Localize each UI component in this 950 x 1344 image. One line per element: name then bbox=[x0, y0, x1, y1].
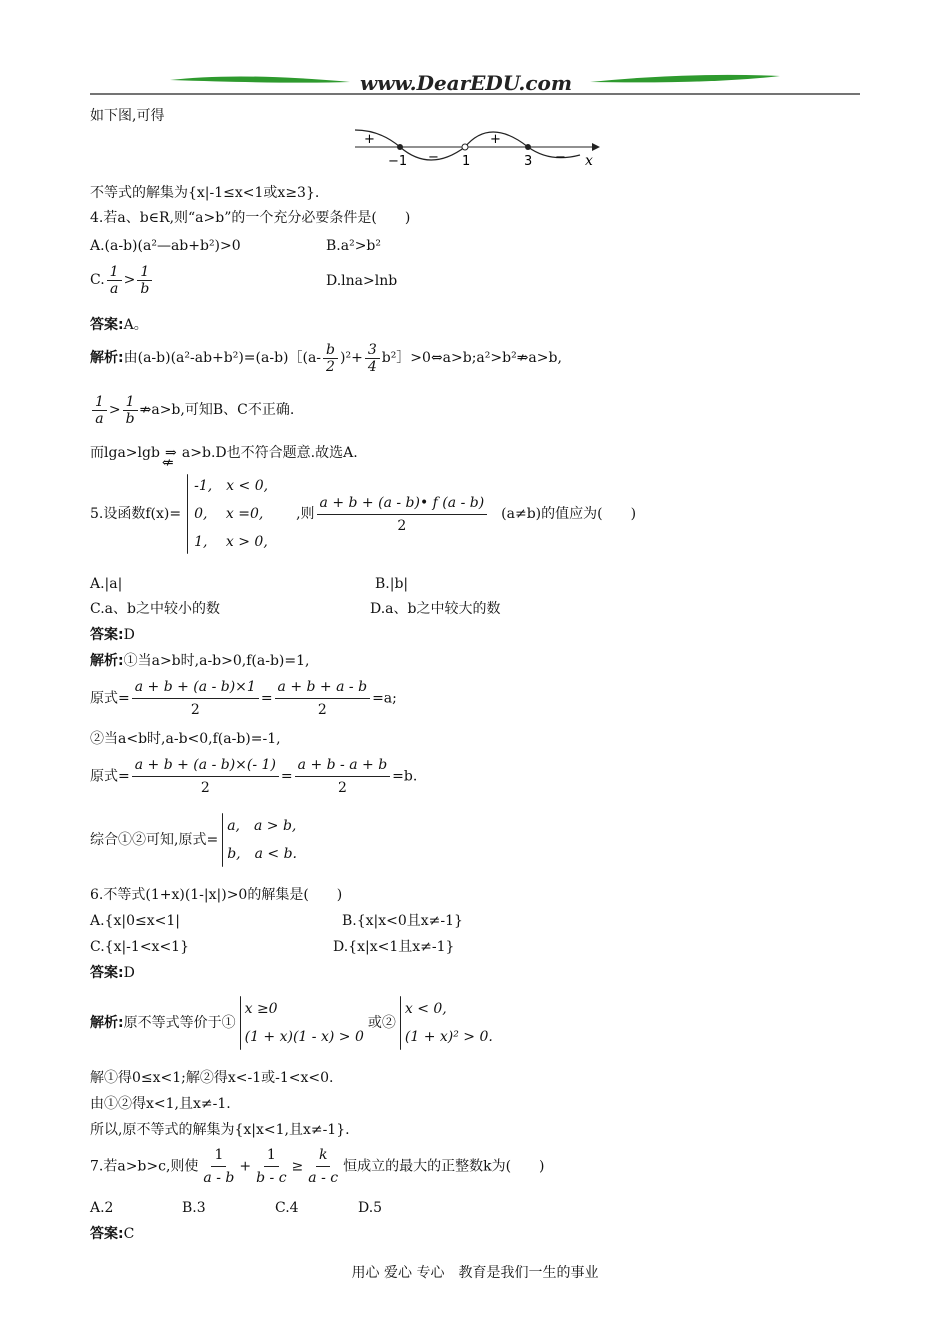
q4-stem: 4.若a、b∈R,则“a>b”的一个充分必要条件是( ) bbox=[90, 210, 411, 226]
q6-option-a: A.{x|0≤x<1| bbox=[90, 913, 180, 929]
figure-label: 3 bbox=[524, 154, 533, 169]
q4-answer: 答案:A。 bbox=[90, 317, 148, 333]
q6-line2: 解①得0≤x<1;解②得x<-1或-1<x<0. bbox=[90, 1070, 334, 1086]
figure-label: + bbox=[490, 132, 501, 147]
q5-analysis-2: 原式= $\frac{a + b + (a - b)\times 1}{2}$ = $\frac{a + b + a - b}{2}$ =a; bbox=[90, 676, 397, 721]
q5-option-c: C.a、b之中较小的数 bbox=[90, 601, 220, 617]
q4-analysis-2: $\frac{1}{a}$ > $\frac{1}{b}$ ⇏a>b,可知B、C不正确. bbox=[90, 392, 294, 428]
q6-option-b: B.{x|x<0且x≠-1} bbox=[342, 913, 463, 929]
q4-option-d: D.lna>lnb bbox=[326, 273, 398, 289]
q5-option-d: D.a、b之中较大的数 bbox=[370, 601, 501, 617]
header-banner bbox=[90, 70, 860, 106]
q4-option-c-prefix: C. bbox=[90, 272, 105, 288]
figure-label: 1 bbox=[462, 154, 471, 169]
q7-option-d: D.5 bbox=[358, 1200, 383, 1216]
text-p2: 不等式的解集为{x|-1≤x<1或x≥3}. bbox=[90, 185, 320, 201]
q5-stem: 5.设函数f(x)= -1, x < 0, 0, x =0, 1, x > 0, ,则 $\frac{a + b + (a - b)• f (a - b)}{2}$ (a≠b)的值应为( ) bbox=[90, 472, 636, 556]
frac-1-over-b: $\frac{1}{b}$ bbox=[137, 264, 152, 297]
figure-label: −1 bbox=[388, 154, 408, 169]
figure-label: + bbox=[364, 132, 375, 147]
q5-option-b: B.|b| bbox=[375, 576, 409, 592]
figure-label: − bbox=[555, 150, 566, 165]
q7-answer: 答案:C bbox=[90, 1226, 135, 1242]
figure-label: − bbox=[428, 150, 439, 165]
q4-option-b: B.a²>b² bbox=[326, 238, 382, 254]
q5-fraction: $\frac{a + b + (a - b)• f (a - b)}{2}$ bbox=[317, 492, 488, 537]
page-footer: 用心 爱心 专心 教育是我们一生的事业 bbox=[351, 1265, 599, 1281]
frac-1-over-a: $\frac{1}{a}$ bbox=[107, 264, 122, 297]
q4-analysis-1: 解析:由(a-b)(a²-ab+b²)=(a-b)［(a- $\frac{b}{2}$ )²+ $\frac{3}{4}$ b²］>0⇔a>b;a²>b²⇏a>b, bbox=[90, 341, 562, 375]
q4-analysis-3: 而lga>lgb ⇒ ⇍ a>b.D也不符合题意.故选A. bbox=[90, 445, 358, 471]
q5-analysis-3: ②当a<b时,a-b<0,f(a-b)=-1, bbox=[90, 731, 281, 747]
q6-answer: 答案:D bbox=[90, 965, 135, 981]
q5-piecewise: -1, x < 0, 0, x =0, 1, x > 0, bbox=[194, 478, 269, 550]
q7-option-b: B.3 bbox=[182, 1200, 206, 1216]
site-logo-text: www.DearEDU.com bbox=[360, 71, 573, 95]
q6-line4: 所以,原不等式的解集为{x|x<1,且x≠-1}. bbox=[90, 1122, 350, 1138]
figure-label: x bbox=[585, 153, 593, 169]
q6-option-c: C.{x|-1<x<1} bbox=[90, 939, 189, 955]
q7-option-c: C.4 bbox=[275, 1200, 299, 1216]
q6-option-d: D.{x|x<1且x≠-1} bbox=[333, 939, 455, 955]
q6-analysis-1: 解析:原不等式等价于① x ≥0 (1 + x)(1 - x) > 0 或② x < 0, (1 + x)² > 0. bbox=[90, 993, 493, 1053]
q6-line3: 由①②得x<1,且x≠-1. bbox=[90, 1096, 231, 1112]
q7-stem: 7.若a>b>c,则使 $\frac{1}{a - b}$ + $\frac{1}{b - c}$ ≥ $\frac{k}{a - c}$ 恒成立的最大的正整数k为( ) bbox=[90, 1144, 545, 1189]
q5-answer: 答案:D bbox=[90, 627, 135, 643]
q5-summary: 综合①②可知,原式= a, a > b, b, a < b. bbox=[90, 812, 297, 868]
sign-chart-figure bbox=[350, 125, 600, 173]
q5-analysis-4: 原式= $\frac{a + b + (a - b)\times(- 1)}{2}$ = $\frac{a + b - a + b}{2}$ =b. bbox=[90, 754, 417, 799]
text-p1: 如下图,可得 bbox=[90, 108, 165, 124]
q5-analysis-1: 解析:①当a>b时,a-b>0,f(a-b)=1, bbox=[90, 653, 310, 669]
q5-option-a: A.|a| bbox=[90, 576, 123, 592]
q6-stem: 6.不等式(1+x)(1-|x|)>0的解集是( ) bbox=[90, 887, 343, 903]
q4-option-a: A.(a-b)(a²—ab+b²)>0 bbox=[90, 238, 241, 254]
q7-option-a: A.2 bbox=[90, 1200, 114, 1216]
q4-option-c: C. $\frac{1}{a}$ > $\frac{1}{b}$ bbox=[90, 262, 154, 298]
